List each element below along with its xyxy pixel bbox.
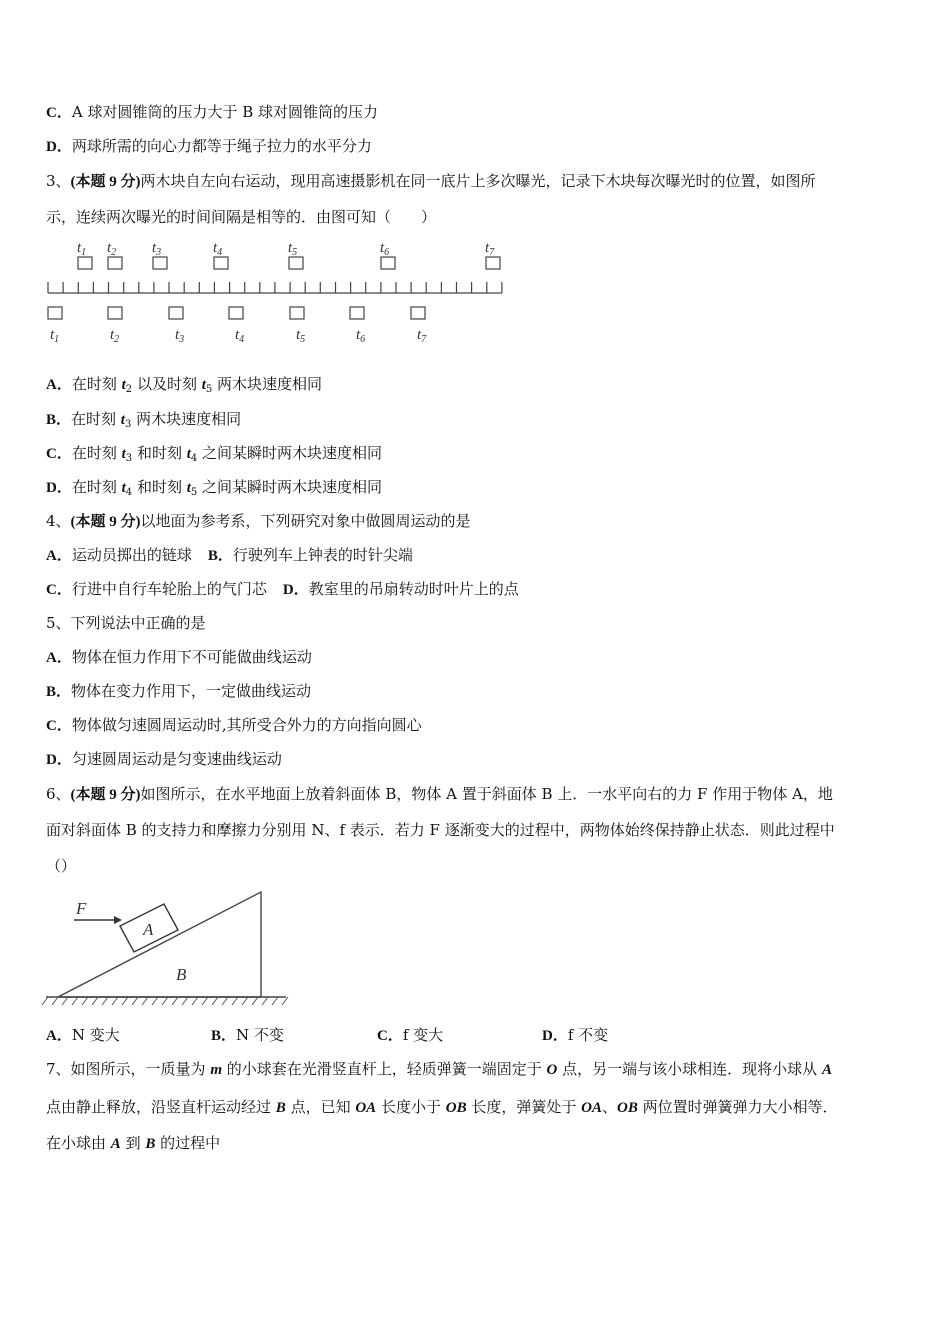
q3-stem-line2: 示，连续两次曝光的时间间隔是相等的．由图可知（ ） (46, 208, 437, 226)
time-subscript: 5 (205, 384, 213, 395)
option-label: D． (46, 752, 72, 768)
time-var: t (121, 480, 126, 496)
option-text: 之间某瞬时两木块速度相同 (197, 478, 383, 496)
stem-text: 以地面为参考系，下列研究对象中做圆周运动的是 (140, 512, 471, 530)
time-subscript: 3 (125, 453, 133, 464)
stem-text: 的小球套在光滑竖直杆上，轻质弹簧一端固定于 (222, 1060, 547, 1078)
q6-option (211, 1025, 284, 1046)
bottom-time-label: $t_3$ (175, 327, 185, 345)
option-text: 两木块速度相同 (131, 410, 242, 428)
option-label: D． (46, 139, 72, 155)
var-ob: OB (616, 1100, 638, 1116)
stem-text: 7、如图所示，一质量为 (46, 1060, 211, 1078)
bottom-block (350, 307, 364, 319)
q2-option-d (46, 136, 372, 157)
top-blocks (78, 257, 500, 269)
option-text: 以及时刻 (132, 375, 202, 393)
stem-text: 长度小于 (376, 1098, 446, 1116)
q3-option (46, 409, 241, 430)
top-labels (77, 240, 495, 258)
bottom-block (48, 307, 62, 319)
time-subscript: 2 (125, 384, 133, 395)
option-label: D． (282, 582, 309, 598)
stem-text: 的过程中 (155, 1134, 221, 1152)
option-label: B． (46, 684, 72, 700)
option-label: D． (542, 1028, 568, 1044)
var-a: A (110, 1136, 121, 1152)
q3-option (46, 374, 322, 395)
bottom-time-label: $t_2$ (110, 327, 120, 345)
question-score: (本题 9 分) (70, 787, 141, 803)
q4-options-row1 (46, 545, 413, 566)
option-label: A． (46, 377, 72, 393)
q7-stem-line2 (46, 1097, 838, 1118)
stem-text: 到 (120, 1134, 146, 1152)
bottom-blocks (48, 307, 425, 319)
option-text: 教室里的吊扇转动时叶片上的点 (308, 580, 519, 598)
top-block (289, 257, 303, 269)
time-subscript: 5 (190, 487, 198, 498)
stem-text: 点由静止释放，沿竖直杆运动经过 (46, 1098, 276, 1116)
option-text: 运动员掷出的链球 (71, 546, 192, 564)
option-label: C． (46, 446, 72, 462)
q6-option (377, 1025, 443, 1046)
time-var: t (121, 377, 126, 393)
stem-text: 长度，弹簧处于 (466, 1098, 582, 1116)
bottom-block (290, 307, 304, 319)
option-text: 行进中自行车轮胎上的气门芯 (71, 580, 267, 598)
question-score: (本题 9 分) (70, 514, 141, 530)
q3-exposure-figure (40, 236, 510, 348)
var-b: B (275, 1100, 286, 1116)
time-subscript: 4 (125, 487, 133, 498)
option-label: C． (46, 105, 72, 121)
q6-stem-line2: 面对斜面体 B 的支持力和摩擦力分别用 N、f 表示．若力 F 逐渐变大的过程中，两物体始终保持静止状态．则此过程中 (46, 821, 835, 839)
q6-incline-figure (40, 884, 300, 1014)
option-label: B． (46, 412, 72, 428)
question-number: 6、 (46, 785, 71, 803)
top-time-label: $t_4$ (213, 240, 223, 258)
q5-option (46, 715, 422, 736)
q7-stem-line1 (46, 1059, 832, 1080)
option-label: B． (211, 1028, 237, 1044)
option-text: 物体做匀速圆周运动时,其所受合外力的方向指向圆心 (71, 716, 422, 734)
top-block (78, 257, 92, 269)
time-subscript: 4 (190, 453, 198, 464)
option-text: 在时刻 (71, 375, 122, 393)
option-text: 两木块速度相同 (212, 375, 323, 393)
q6-stem-line1 (46, 784, 833, 805)
top-block (108, 257, 122, 269)
q5-stem: 5、下列说法中正确的是 (46, 614, 206, 632)
question-score: (本题 9 分) (70, 174, 141, 190)
q3-stem-line1 (46, 171, 816, 192)
bottom-block (411, 307, 425, 319)
top-time-label: $t_5$ (288, 240, 298, 258)
option-label: C． (46, 582, 72, 598)
q3-option (46, 443, 382, 464)
option-label: D． (46, 480, 72, 496)
option-label: C． (46, 718, 72, 734)
bottom-time-label: $t_4$ (235, 327, 245, 345)
option-label: A． (46, 650, 72, 666)
bottom-block (108, 307, 122, 319)
q7-stem-line3 (46, 1133, 220, 1154)
stem-text: 两木块自左向右运动，现用高速摄影机在同一底片上多次曝光，记录下木块每次曝光时的位置，如图所 (140, 172, 816, 190)
top-block (486, 257, 500, 269)
option-text: 行驶列车上钟表的时针尖端 (232, 546, 413, 564)
time-var: t (201, 377, 206, 393)
q2-option-c (46, 102, 378, 123)
q6-option (542, 1025, 608, 1046)
option-label: A． (46, 1028, 72, 1044)
option-text: 物体在变力作用下，一定做曲线运动 (71, 682, 312, 700)
var-b: B (145, 1136, 156, 1152)
top-block (381, 257, 395, 269)
option-text: 之间某瞬时两木块速度相同 (197, 444, 383, 462)
bottom-time-label: $t_1$ (50, 327, 60, 345)
stem-text: 、 (601, 1098, 617, 1116)
time-subscript: 3 (124, 419, 132, 430)
var-oa: OA (581, 1100, 602, 1116)
top-time-label: $t_1$ (77, 240, 87, 258)
top-time-label: $t_6$ (380, 240, 390, 258)
var-a: A (821, 1062, 832, 1078)
option-text: 和时刻 (132, 444, 187, 462)
option-label: C． (377, 1028, 403, 1044)
q3-option (46, 477, 382, 498)
top-block (153, 257, 167, 269)
option-text: N 不变 (236, 1026, 284, 1044)
top-time-label: $t_2$ (107, 240, 117, 258)
time-var: t (186, 480, 191, 496)
option-text: 和时刻 (132, 478, 187, 496)
stem-text: 两位置时弹簧弹力大小相等． (637, 1098, 838, 1116)
time-var: t (121, 446, 126, 462)
q6-option (46, 1025, 120, 1046)
scale-ruler (48, 282, 502, 293)
option-text: 在时刻 (71, 478, 122, 496)
option-label: B． (207, 548, 233, 564)
question-number: 3、 (46, 172, 71, 190)
bottom-time-label: $t_7$ (417, 327, 427, 345)
bottom-block (169, 307, 183, 319)
option-text: 两球所需的向心力都等于绳子拉力的水平分力 (71, 137, 372, 155)
label-a: A (143, 920, 154, 939)
option-text: 物体在恒力作用下不可能做曲线运动 (71, 648, 312, 666)
bottom-labels (50, 327, 427, 345)
label-b: B (176, 965, 187, 984)
top-time-label: $t_7$ (485, 240, 495, 258)
option-label: A． (46, 548, 72, 564)
stem-text: 在小球由 (46, 1134, 111, 1152)
var-oa: OA (355, 1100, 377, 1116)
q4-options-row2 (46, 579, 519, 600)
option-text: 在时刻 (71, 444, 122, 462)
time-var: t (120, 412, 125, 428)
question-number: 4、 (46, 512, 71, 530)
var-ob: OB (445, 1100, 467, 1116)
q6-stem-line3: （） (46, 857, 77, 875)
option-text: 匀速圆周运动是匀变速曲线运动 (71, 750, 282, 768)
bottom-time-label: $t_6$ (356, 327, 366, 345)
option-text: N 变大 (71, 1026, 120, 1044)
q5-option (46, 647, 312, 668)
option-text: f 不变 (567, 1026, 609, 1044)
q4-stem (46, 511, 471, 532)
stem-text: 如图所示，在水平地面上放着斜面体 B，物体 A 置于斜面体 B 上．一水平向右的力 F 作用于物体 A，地 (140, 785, 833, 803)
top-time-label: $t_3$ (152, 240, 162, 258)
top-block (214, 257, 228, 269)
q5-option (46, 749, 282, 770)
ground-hatching (42, 997, 288, 1005)
stem-text: 点，已知 (285, 1098, 356, 1116)
q5-option (46, 681, 311, 702)
var-o: O (546, 1062, 558, 1078)
option-text: 在时刻 (71, 410, 121, 428)
option-text: A 球对圆锥筒的压力大于 B 球对圆锥筒的压力 (71, 103, 379, 121)
arrow-head-icon (114, 916, 122, 924)
time-var: t (186, 446, 191, 462)
bottom-time-label: $t_5$ (296, 327, 306, 345)
stem-text: 点，另一端与该小球相连．现将小球从 (557, 1060, 822, 1078)
var-m: m (210, 1062, 222, 1078)
bottom-block (229, 307, 243, 319)
option-text: f 变大 (402, 1026, 444, 1044)
label-f: F (76, 899, 87, 918)
